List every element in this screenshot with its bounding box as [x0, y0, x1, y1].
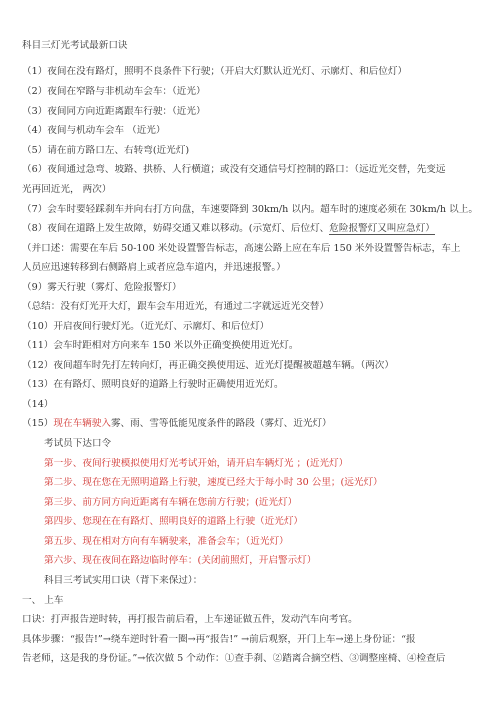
- list-item: （5）请在前方路口左、右转弯(近光灯): [22, 145, 190, 156]
- exam-heading: 考试员下达口令: [44, 438, 112, 449]
- list-item: （12）夜间超车时先打左转向灯，再正确交换使用远、近光灯提醒被超越车辆。（两次）: [22, 360, 394, 371]
- exam-step: 第四步、您现在在有路灯、照明良好的道路上行驶（近光灯）: [44, 516, 304, 527]
- list-item: （10）开启夜间行驶灯光。（近光灯、示廓灯、和后位灯）: [22, 321, 270, 332]
- list-item: （11）会车时距相对方向来车 150 米以外正确变换使用近光灯。: [22, 340, 299, 351]
- list-item: （7）会车时要轻踩刹车并向右打方向盘，车速要降到 30km/h 以内。超车时的速度必须在 30km/h 以上。: [22, 204, 478, 215]
- list-item: （14）: [22, 399, 54, 410]
- exam-step: 第五步、现在相对方向有车辆驶来，准备会车；（近光灯）: [44, 536, 289, 547]
- list-item: （6）夜间通过急弯、坡路、拱桥、人行横道；或没有交通信号灯控制的路口：（远近光交替，先变远: [22, 164, 446, 175]
- mnemonic-text: 口诀：打声报告逆时转，再打报告前后看，上车递证做五件，发动汽车向考官。: [22, 614, 358, 625]
- exam-step: 第三步、前方同方向近距离有车辆在您前方行驶；(近光灯）: [44, 497, 298, 508]
- list-item-continued: 光再回近光， 两次）: [22, 184, 112, 195]
- list-item: （4）夜间与机动车会车 （近光）: [22, 125, 166, 136]
- steps-text: 具体步骤：“报告!”→绕车逆时针看一圈→再“报告!” →前后观察，开门上车→递上身份证：“报: [22, 634, 416, 645]
- exam-step: 第六步、现在夜间在路边临时停车：(关闭前照灯，开启警示灯）: [44, 555, 317, 566]
- mnemonic-heading: 科目三考试实用口诀（背下来保过）：: [44, 575, 203, 586]
- list-item-note: 人员应迅速转移到右侧路肩上或者应急车道内，并迅速报警。）: [22, 262, 286, 273]
- exam-step: 第二步、现在您在无照明道路上行驶，速度已经大于每小时 30 公里；(远光灯）: [44, 477, 383, 488]
- list-item: （13）在有路灯、照明良好的道路上行驶时正确使用近光灯。: [22, 379, 284, 390]
- list-item-note: （并口述：需要在车后 50-100 米处设置警告标志，高速公路上应在车后 150 米外设置警告标志，车上: [22, 243, 461, 254]
- list-item: （8）夜间在道路上发生故障，妨碍交通又难以移动。(示宽灯、后位灯、危险报警灯又叫应急灯）: [22, 223, 435, 234]
- underlined-text: 危险报警灯又叫应急灯）: [329, 223, 435, 234]
- list-item: （9）雾天行驶（雾灯、危险报警灯）: [22, 282, 182, 293]
- exam-step: 第一步、夜间行驶模拟使用灯光考试开始，请开启车辆灯光 ；(近光灯）: [44, 458, 349, 469]
- highlighted-text: 现在车辆驶入: [53, 418, 111, 429]
- doc-title: 科目三灯光考试最新口诀: [22, 40, 128, 51]
- list-item: （1）夜间在没有路灯，照明不良条件下行驶；（开启大灯默认近光灯、示廓灯、和后位灯）: [22, 66, 408, 77]
- list-item-summary: （总结：没有灯光开大灯，跟车会车用近光，有通过二字就远近光交替）: [22, 301, 329, 312]
- section-heading: 一、 上车: [22, 595, 64, 606]
- list-item: （15）现在车辆驶入雾、雨、雪等低能见度条件的路段（雾灯、近光灯）: [22, 418, 332, 429]
- list-item: （2）夜间在窄路与非机动车会车：（近光）: [22, 86, 206, 97]
- list-item: （3）夜间同方向近距离跟车行驶：（近光）: [22, 106, 206, 117]
- steps-text: 告老师，这是我的身份证。”→依次做 5 个动作：①查手刹、②踏离合摘空档、③调整座椅、④检查后: [22, 653, 446, 664]
